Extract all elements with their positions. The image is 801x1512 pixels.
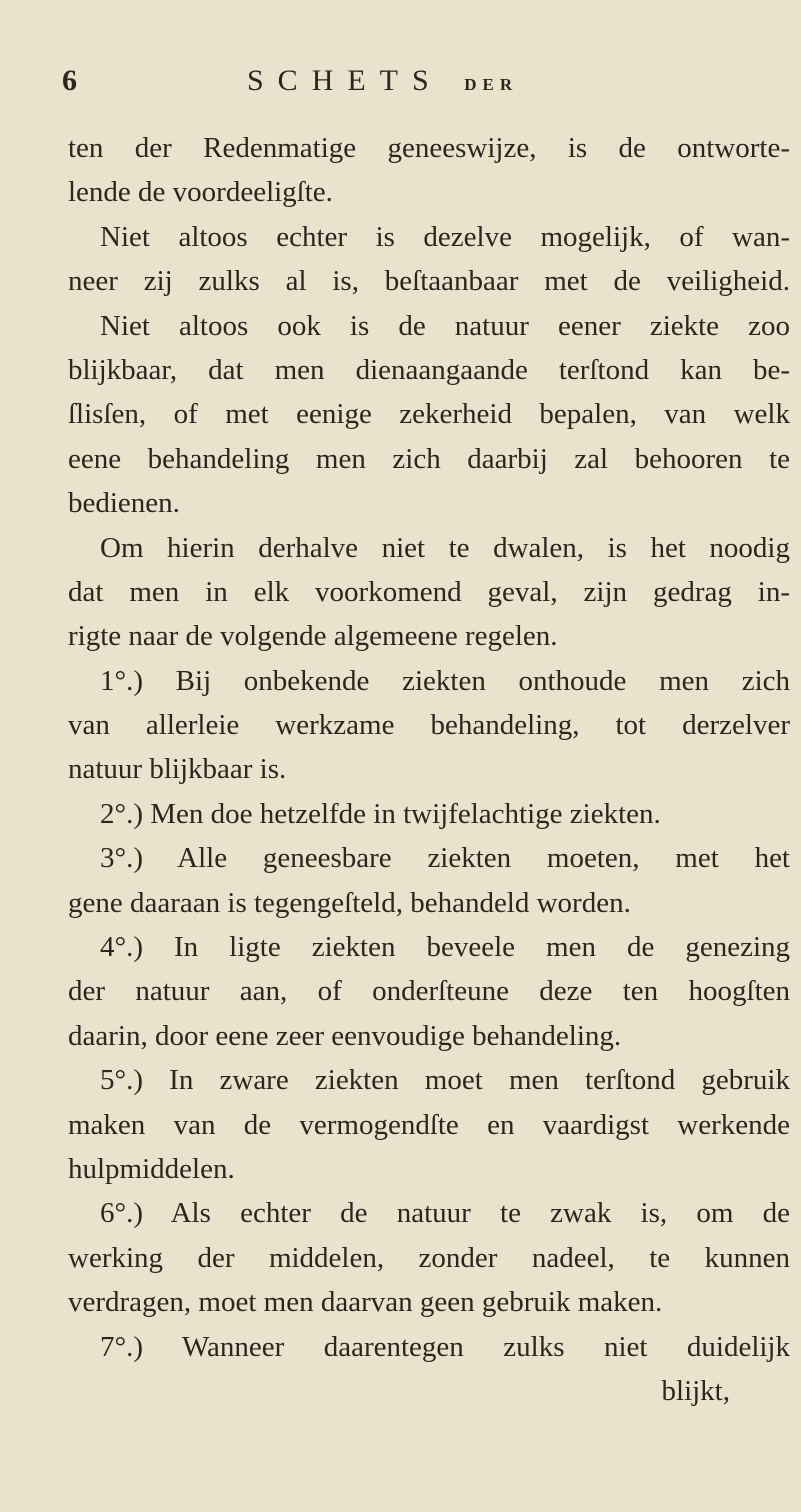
title-main: SCHETS <box>247 64 443 97</box>
text-line: 7°.) Wanneer daarentegen zulks niet duidelijk <box>100 1330 790 1363</box>
text-line: ſlisſen, of met eenige zekerheid bepalen, van welk <box>68 398 790 431</box>
text-line: neer zij zulks al is, beſtaanbaar met de veiligheid. <box>68 265 790 298</box>
text-line: lende de voordeeligſte. <box>68 176 333 209</box>
page-body <box>68 126 790 1413</box>
text-line: blijkbaar, dat men dienaangaande terſtond kan be- <box>68 353 790 386</box>
text-line: gene daaraan is tegengeſteld, behandeld worden. <box>68 886 631 919</box>
page-number: 6 <box>62 64 77 97</box>
text-line: 6°.) Als echter de natuur te zwak is, om de <box>100 1197 790 1230</box>
text-line: Niet altoos ook is de natuur eener ziekte zoo <box>100 309 790 342</box>
text-line: Om hierin derhalve niet te dwalen, is het noodig <box>100 531 790 564</box>
text-line: 2°.) Men doe hetzelfde in twijfelachtige ziekten. <box>100 797 661 830</box>
text-line: dat men in elk voorkomend geval, zijn gedrag in- <box>68 575 790 608</box>
title-small: DER <box>464 75 519 94</box>
text-line: 1°.) Bij onbekende ziekten onthoude men zich <box>100 664 790 697</box>
text-line: werking der middelen, zonder nadeel, te kunnen <box>68 1241 790 1274</box>
text-line: hulpmiddelen. <box>68 1152 235 1185</box>
text-line: 4°.) In ligte ziekten beveele men de genezing <box>100 931 790 964</box>
text-line: 5°.) In zware ziekten moet men terſtond gebruik <box>100 1064 790 1097</box>
running-title <box>247 64 518 98</box>
text-line: natuur blijkbaar is. <box>68 753 287 786</box>
text-line: rigte naar de volgende algemeene regelen. <box>68 620 558 653</box>
running-header <box>62 64 742 104</box>
catchword: blijkt, <box>661 1374 730 1407</box>
text-line: maken van de vermogendſte en vaardigst werkende <box>68 1108 790 1141</box>
text-line: daarin, door eene zeer eenvoudige behandeling. <box>68 1019 622 1052</box>
text-line: ten der Redenmatige geneeswijze, is de ontworte- <box>68 132 790 164</box>
text-line: verdragen, moet men daarvan geen gebruik maken. <box>68 1286 663 1319</box>
text-line: 3°.) Alle geneesbare ziekten moeten, met het <box>100 842 790 875</box>
text-line: bedienen. <box>68 487 180 520</box>
text-line: eene behandeling men zich daarbij zal behooren te <box>68 442 790 475</box>
text-line: Niet altoos echter is dezelve mogelijk, of wan- <box>100 220 790 253</box>
text-line: der natuur aan, of onderſteune deze ten hoogſten <box>68 975 790 1008</box>
text-line: van allerleie werkzame behandeling, tot derzelver <box>68 709 790 742</box>
